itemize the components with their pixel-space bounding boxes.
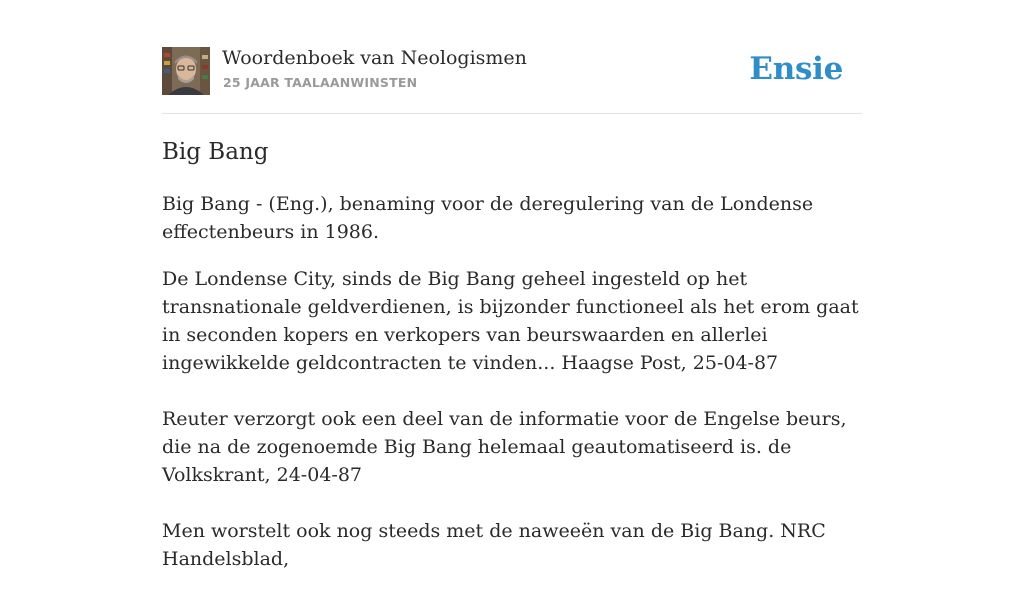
site-subtitle: 25 JAAR TAALAANWINSTEN <box>223 75 418 90</box>
citation-item: De Londense City, sinds de Big Bang geheel ingesteld op het transnationale geldverdienen, is bijzonder functioneel als het erom gaat in seconden kopers en verkopers van beurswaarden en allerlei ingewikkelde geldcontracten te vinden... Haagse Post, 25-04-87 <box>162 268 859 374</box>
entry-body <box>162 190 866 601</box>
site-name[interactable]: Woordenboek van Neologismen <box>222 47 527 69</box>
author-avatar[interactable] <box>162 47 210 95</box>
site-header <box>162 46 862 96</box>
entry-definition: Big Bang - (Eng.), benaming voor de deregulering van de Londense effectenbeurs in 1986. <box>162 193 814 243</box>
header-divider <box>162 113 862 114</box>
author-portrait-icon <box>162 47 210 95</box>
citation-item: Reuter verzorgt ook een deel van de informatie voor de Engelse beurs, die na de zogenoemde Big Bang helemaal geautomatiseerd is. de Volkskrant, 24-04-87 <box>162 408 847 486</box>
brand-logo[interactable]: Ensie <box>749 51 843 87</box>
citation-item: Men worstelt ook nog steeds met de naweeën van de Big Bang. NRC Handelsblad, <box>162 520 826 570</box>
entry-title: Big Bang <box>162 139 269 165</box>
